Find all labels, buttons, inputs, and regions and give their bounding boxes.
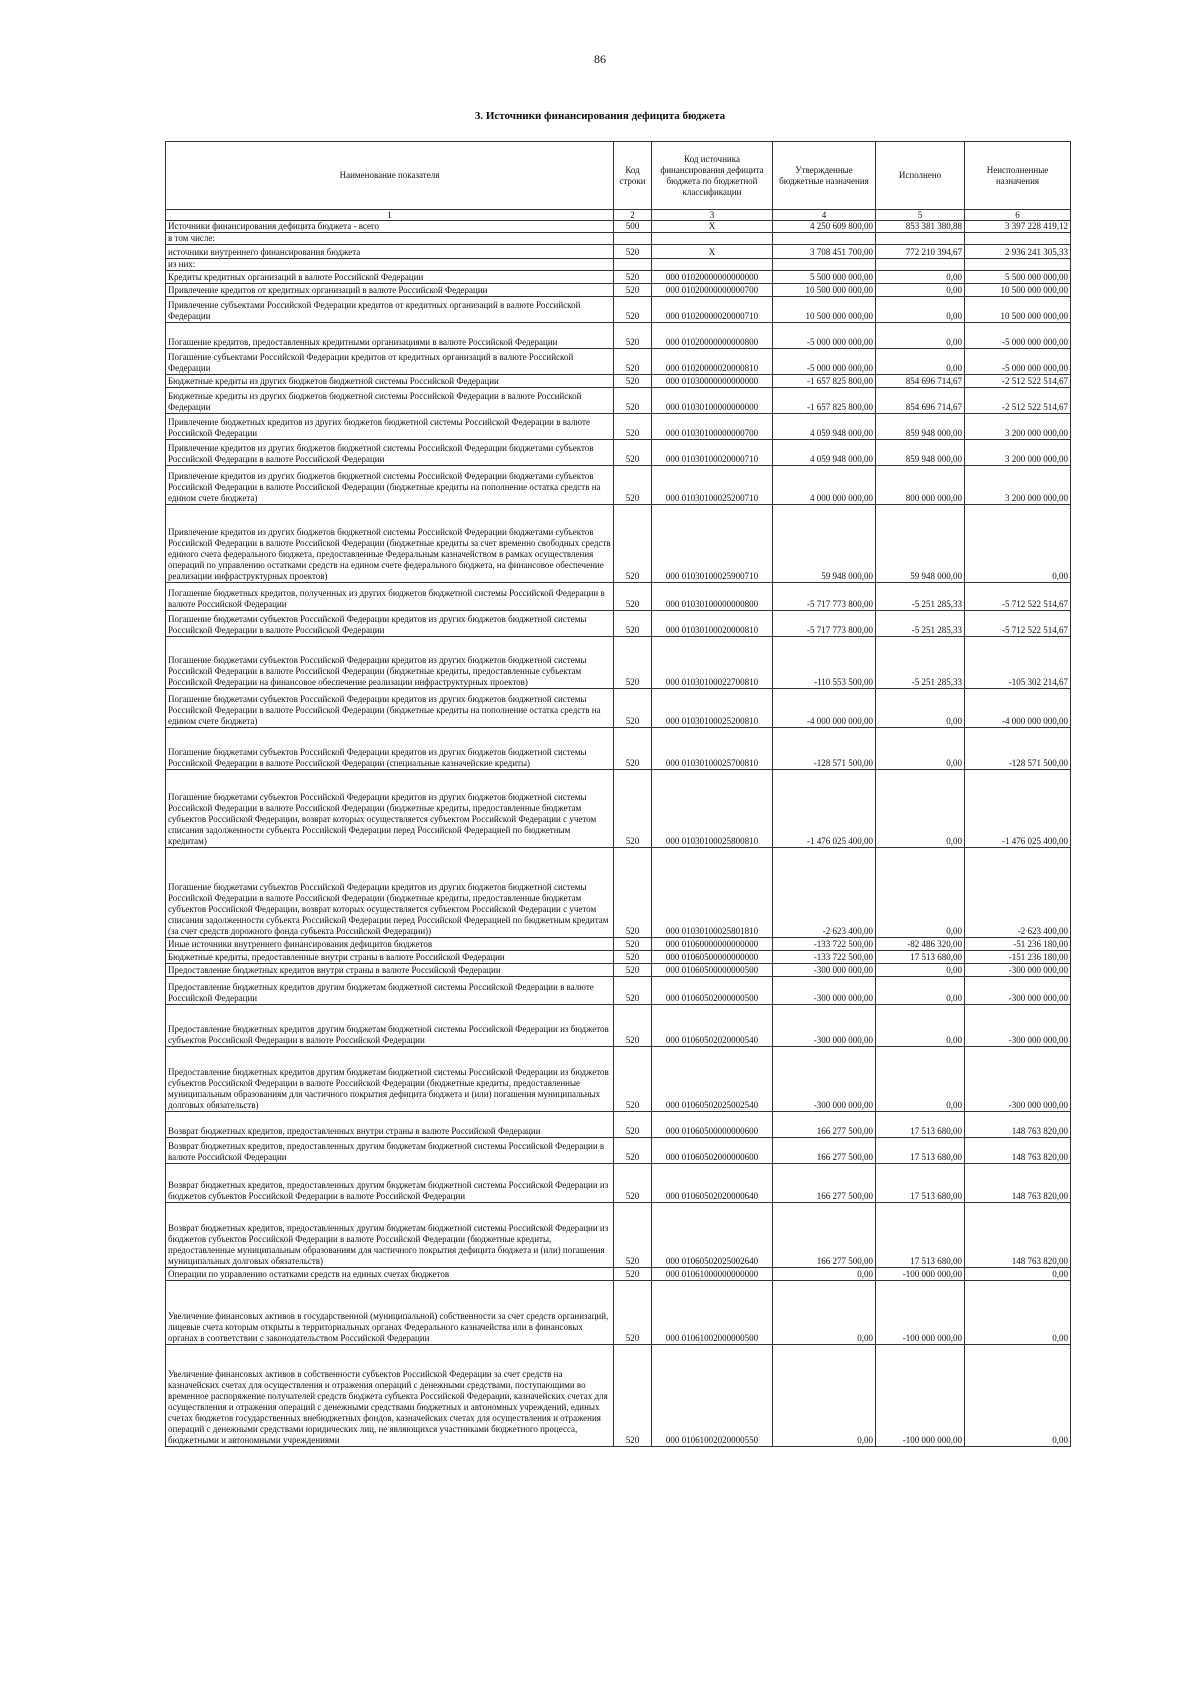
row-unexecuted-cell: 10 500 000 000,00	[965, 297, 1071, 323]
row-line-code-cell: 520	[614, 583, 652, 611]
row-approved-cell: -2 623 400,00	[773, 848, 876, 938]
row-name-cell: Погашение субъектами Российской Федерации кредитов от кредитных организаций в валюте Российской Федерации	[166, 349, 614, 375]
header-executed: Исполнено	[876, 142, 965, 210]
row-unexecuted-cell	[965, 233, 1071, 245]
table-row	[166, 938, 1071, 951]
row-line-code-cell: 520	[614, 440, 652, 466]
row-source-code-cell: 000 01060502020000640	[652, 1164, 773, 1203]
row-line-code-cell: 520	[614, 388, 652, 414]
row-line-code-cell: 520	[614, 297, 652, 323]
row-unexecuted-cell: 5 500 000 000,00	[965, 271, 1071, 284]
row-approved-cell: -128 571 500,00	[773, 728, 876, 770]
table-row	[166, 505, 1071, 583]
row-name-cell: из них:	[166, 259, 614, 271]
row-executed-cell	[876, 259, 965, 271]
row-line-code-cell: 520	[614, 977, 652, 1005]
row-executed-cell: 0,00	[876, 271, 965, 284]
row-executed-cell: 854 696 714,67	[876, 388, 965, 414]
row-source-code-cell: 000 01020000000000800	[652, 323, 773, 349]
row-executed-cell: 0,00	[876, 770, 965, 848]
column-number: 4	[773, 210, 876, 221]
row-approved-cell: -5 000 000 000,00	[773, 349, 876, 375]
row-source-code-cell	[652, 259, 773, 271]
row-line-code-cell: 520	[614, 1203, 652, 1268]
row-approved-cell: 4 250 609 800,00	[773, 221, 876, 233]
row-executed-cell: 854 696 714,67	[876, 375, 965, 388]
row-line-code-cell: 520	[614, 938, 652, 951]
row-executed-cell: 772 210 394,67	[876, 245, 965, 259]
row-line-code-cell: 520	[614, 1281, 652, 1345]
row-approved-cell: 3 708 451 700,00	[773, 245, 876, 259]
row-name-cell: Предоставление бюджетных кредитов другим бюджетам бюджетной системы Российской Федерации из бюджетов субъектов Российской Федерации в валюте Российской Федерации	[166, 1005, 614, 1047]
row-source-code-cell: 000 01020000020000710	[652, 297, 773, 323]
column-number: 6	[965, 210, 1071, 221]
row-approved-cell: -5 000 000 000,00	[773, 323, 876, 349]
row-approved-cell: 59 948 000,00	[773, 505, 876, 583]
row-approved-cell: 4 059 948 000,00	[773, 414, 876, 440]
row-approved-cell: 0,00	[773, 1345, 876, 1447]
row-line-code-cell: 520	[614, 770, 652, 848]
header-source-code: Код источника финансирования дефицита бюджета по бюджетной классификации	[652, 142, 773, 210]
row-line-code-cell: 520	[614, 505, 652, 583]
row-executed-cell: 17 513 680,00	[876, 1112, 965, 1138]
row-unexecuted-cell: -2 512 522 514,67	[965, 375, 1071, 388]
row-line-code-cell	[614, 233, 652, 245]
row-name-cell: Предоставление бюджетных кредитов другим бюджетам бюджетной системы Российской Федерации из бюджетов субъектов Российской Федерации в валюте Российской Федерации (бюджетные кредиты, предоставленные муниципальным образованиям для частичного покрытия дефицита бюджета и (или) погашения муниципальных долговых обязательств)	[166, 1047, 614, 1112]
row-unexecuted-cell: 0,00	[965, 505, 1071, 583]
row-line-code-cell: 520	[614, 689, 652, 728]
row-executed-cell: 0,00	[876, 848, 965, 938]
row-approved-cell: -5 717 773 800,00	[773, 611, 876, 637]
row-executed-cell	[876, 233, 965, 245]
row-executed-cell: -5 251 285,33	[876, 611, 965, 637]
column-number: 3	[652, 210, 773, 221]
row-unexecuted-cell: -51 236 180,00	[965, 938, 1071, 951]
table-row	[166, 414, 1071, 440]
row-approved-cell: -4 000 000 000,00	[773, 689, 876, 728]
row-source-code-cell: 000 01020000020000810	[652, 349, 773, 375]
table-row	[166, 466, 1071, 505]
row-name-cell: Предоставление бюджетных кредитов внутри страны в валюте Российской Федерации	[166, 964, 614, 977]
row-line-code-cell: 520	[614, 466, 652, 505]
row-executed-cell: 0,00	[876, 284, 965, 297]
row-line-code-cell: 520	[614, 414, 652, 440]
table-row	[166, 1138, 1071, 1164]
row-source-code-cell: 000 01060500000000500	[652, 964, 773, 977]
table-body	[166, 221, 1071, 1447]
row-executed-cell: -100 000 000,00	[876, 1281, 965, 1345]
row-unexecuted-cell: -4 000 000 000,00	[965, 689, 1071, 728]
row-name-cell: Возврат бюджетных кредитов, предоставленных другим бюджетам бюджетной системы Российской Федерации из бюджетов субъектов Российской Федерации в валюте Российской Федерации (бюджетные кредиты, предоставленные муниципальным образованиям для частичного покрытия дефицита бюджета и (или) погашения муниципальных долговых обязательств)	[166, 1203, 614, 1268]
row-source-code-cell: 000 01060502020000540	[652, 1005, 773, 1047]
column-number: 1	[166, 210, 614, 221]
table-row	[166, 1047, 1071, 1112]
row-unexecuted-cell: -5 712 522 514,67	[965, 611, 1071, 637]
row-source-code-cell: 000 01060500000000000	[652, 951, 773, 964]
table-row	[166, 245, 1071, 259]
row-source-code-cell: 000 01030000000000000	[652, 375, 773, 388]
row-approved-cell: 0,00	[773, 1268, 876, 1281]
table-row	[166, 770, 1071, 848]
row-approved-cell: 4 000 000 000,00	[773, 466, 876, 505]
row-unexecuted-cell: -5 712 522 514,67	[965, 583, 1071, 611]
row-executed-cell: 17 513 680,00	[876, 1203, 965, 1268]
row-unexecuted-cell: -300 000 000,00	[965, 964, 1071, 977]
row-line-code-cell	[614, 259, 652, 271]
table-row	[166, 583, 1071, 611]
row-approved-cell: 166 277 500,00	[773, 1203, 876, 1268]
row-name-cell: Погашение бюджетами субъектов Российской Федерации кредитов из других бюджетов бюджетной системы Российской Федерации в валюте Российской Федерации (бюджетные кредиты, предоставленные бюджетам субъектов Российской Федерации, возврат которых осуществляется субъектом Российской Федерации с учетом списания задолженности субъекта Российской Федерации перед Российской Федерацией по бюджетным кредитам)	[166, 770, 614, 848]
row-approved-cell: -300 000 000,00	[773, 977, 876, 1005]
row-source-code-cell: 000 01030100025200710	[652, 466, 773, 505]
document-title: 3. Источники финансирования дефицита бюджета	[474, 110, 726, 122]
table-row	[166, 951, 1071, 964]
row-line-code-cell: 520	[614, 728, 652, 770]
row-source-code-cell: 000 01030100025700810	[652, 728, 773, 770]
table-row	[166, 689, 1071, 728]
table-row	[166, 297, 1071, 323]
row-source-code-cell: X	[652, 245, 773, 259]
row-source-code-cell: 000 01030100020000810	[652, 611, 773, 637]
row-executed-cell: 0,00	[876, 1047, 965, 1112]
row-executed-cell: -82 486 320,00	[876, 938, 965, 951]
table-row	[166, 1281, 1071, 1345]
row-name-cell: Возврат бюджетных кредитов, предоставленных внутри страны в валюте Российской Федерации	[166, 1112, 614, 1138]
row-executed-cell: 800 000 000,00	[876, 466, 965, 505]
row-source-code-cell: 000 01060502000000600	[652, 1138, 773, 1164]
row-line-code-cell: 520	[614, 1005, 652, 1047]
row-name-cell: Погашение бюджетами субъектов Российской Федерации кредитов из других бюджетов бюджетной системы Российской Федерации в валюте Российской Федерации (специальные казначейские кредиты)	[166, 728, 614, 770]
row-source-code-cell: 000 01030100025800810	[652, 770, 773, 848]
row-approved-cell	[773, 259, 876, 271]
row-name-cell: Привлечение кредитов от кредитных организаций в валюте Российской Федерации	[166, 284, 614, 297]
row-name-cell: Иные источники внутреннего финансирования дефицитов бюджетов	[166, 938, 614, 951]
row-executed-cell: 859 948 000,00	[876, 440, 965, 466]
table-row	[166, 728, 1071, 770]
row-source-code-cell: 000 01030100022700810	[652, 637, 773, 689]
row-name-cell: Кредиты кредитных организаций в валюте Российской Федерации	[166, 271, 614, 284]
row-unexecuted-cell: 10 500 000 000,00	[965, 284, 1071, 297]
row-name-cell: Погашение бюджетами субъектов Российской Федерации кредитов из других бюджетов бюджетной системы Российской Федерации в валюте Российской Федерации (бюджетные кредиты на пополнение остатка средств на едином счете бюджета)	[166, 689, 614, 728]
table-row	[166, 323, 1071, 349]
row-source-code-cell: 000 01061000000000000	[652, 1268, 773, 1281]
row-approved-cell: -110 553 500,00	[773, 637, 876, 689]
table-row	[166, 1112, 1071, 1138]
row-executed-cell: 0,00	[876, 1005, 965, 1047]
row-executed-cell: 0,00	[876, 977, 965, 1005]
row-executed-cell: 859 948 000,00	[876, 414, 965, 440]
table-row	[166, 848, 1071, 938]
row-line-code-cell: 520	[614, 1138, 652, 1164]
row-unexecuted-cell: -1 476 025 400,00	[965, 770, 1071, 848]
table-row	[166, 1005, 1071, 1047]
row-approved-cell: -133 722 500,00	[773, 951, 876, 964]
row-name-cell: Погашение бюджетами субъектов Российской Федерации кредитов из других бюджетов бюджетной системы Российской Федерации в валюте Российской Федерации	[166, 611, 614, 637]
row-approved-cell: -1 657 825 800,00	[773, 388, 876, 414]
row-approved-cell: -5 717 773 800,00	[773, 583, 876, 611]
row-source-code-cell: 000 01061002000000500	[652, 1281, 773, 1345]
row-name-cell: Привлечение субъектами Российской Федерации кредитов от кредитных организаций в валюте Российской Федерации	[166, 297, 614, 323]
row-executed-cell: 0,00	[876, 728, 965, 770]
row-line-code-cell: 520	[614, 611, 652, 637]
table-row	[166, 977, 1071, 1005]
row-line-code-cell: 520	[614, 284, 652, 297]
row-name-cell: Бюджетные кредиты, предоставленные внутри страны в валюте Российской Федерации	[166, 951, 614, 964]
row-unexecuted-cell: 0,00	[965, 1345, 1071, 1447]
row-approved-cell: -133 722 500,00	[773, 938, 876, 951]
row-name-cell: Увеличение финансовых активов в государственной (муниципальной) собственности за счет средств организаций, лицевые счета которым открыты в территориальных органах Федерального казначейства или в финансовых органах в соответствии с законодательством Российской Федерации	[166, 1281, 614, 1345]
row-source-code-cell: 000 01020000000000000	[652, 271, 773, 284]
row-line-code-cell: 520	[614, 271, 652, 284]
row-source-code-cell: 000 01060502025002540	[652, 1047, 773, 1112]
row-line-code-cell: 520	[614, 1112, 652, 1138]
row-approved-cell: 4 059 948 000,00	[773, 440, 876, 466]
row-line-code-cell: 520	[614, 1164, 652, 1203]
table-row	[166, 1164, 1071, 1203]
row-executed-cell: 59 948 000,00	[876, 505, 965, 583]
row-source-code-cell: 000 01030100000000000	[652, 388, 773, 414]
row-source-code-cell: 000 01020000000000700	[652, 284, 773, 297]
row-unexecuted-cell: 3 200 000 000,00	[965, 414, 1071, 440]
row-unexecuted-cell: -300 000 000,00	[965, 1047, 1071, 1112]
table-row	[166, 1345, 1071, 1447]
row-executed-cell: -5 251 285,33	[876, 637, 965, 689]
header-line-code: Код строки	[614, 142, 652, 210]
row-approved-cell	[773, 233, 876, 245]
row-line-code-cell: 520	[614, 1268, 652, 1281]
table-row	[166, 221, 1071, 233]
row-name-cell: Бюджетные кредиты из других бюджетов бюджетной системы Российской Федерации	[166, 375, 614, 388]
row-name-cell: Предоставление бюджетных кредитов другим бюджетам бюджетной системы Российской Федерации в валюте Российской Федерации	[166, 977, 614, 1005]
row-line-code-cell: 520	[614, 349, 652, 375]
row-unexecuted-cell: -128 571 500,00	[965, 728, 1071, 770]
row-approved-cell: 166 277 500,00	[773, 1138, 876, 1164]
row-name-cell: Привлечение кредитов из других бюджетов бюджетной системы Российской Федерации бюджетами субъектов Российской Федерации в валюте Российской Федерации	[166, 440, 614, 466]
table-row	[166, 375, 1071, 388]
row-source-code-cell: 000 01060502025002640	[652, 1203, 773, 1268]
row-unexecuted-cell: 0,00	[965, 1281, 1071, 1345]
row-source-code-cell: 000 01060000000000000	[652, 938, 773, 951]
header-approved: Утвержденные бюджетные назначения	[773, 142, 876, 210]
row-line-code-cell: 500	[614, 221, 652, 233]
row-name-cell: Источники финансирования дефицита бюджета - всего	[166, 221, 614, 233]
row-executed-cell: 17 513 680,00	[876, 1138, 965, 1164]
row-source-code-cell: 000 01030100025200810	[652, 689, 773, 728]
row-approved-cell: 0,00	[773, 1281, 876, 1345]
table-row	[166, 284, 1071, 297]
row-unexecuted-cell: 148 763 820,00	[965, 1203, 1071, 1268]
table-row	[166, 964, 1071, 977]
row-unexecuted-cell: -105 302 214,67	[965, 637, 1071, 689]
row-unexecuted-cell: 2 936 241 305,33	[965, 245, 1071, 259]
row-approved-cell: -1 476 025 400,00	[773, 770, 876, 848]
page-number: 86	[594, 52, 606, 66]
row-name-cell: Погашение бюджетами субъектов Российской Федерации кредитов из других бюджетов бюджетной системы Российской Федерации в валюте Российской Федерации (бюджетные кредиты, предоставленные бюджетам субъектов Российской Федерации, возврат которых осуществляется субъектом Российской Федерации с учетом списания задолженности субъекта Российской Федерации перед Российской Федерацией по бюджетным кредитам (за счет средств дорожного фонда субъекта Российской Федерации))	[166, 848, 614, 938]
table-row	[166, 1203, 1071, 1268]
row-unexecuted-cell: 3 200 000 000,00	[965, 440, 1071, 466]
row-executed-cell: -100 000 000,00	[876, 1345, 965, 1447]
row-unexecuted-cell: -151 236 180,00	[965, 951, 1071, 964]
row-source-code-cell	[652, 233, 773, 245]
table-header	[166, 142, 1071, 221]
column-number: 2	[614, 210, 652, 221]
row-executed-cell: 0,00	[876, 323, 965, 349]
row-approved-cell: 5 500 000 000,00	[773, 271, 876, 284]
row-line-code-cell: 520	[614, 848, 652, 938]
row-name-cell: источники внутреннего финансирования бюджета	[166, 245, 614, 259]
table-row	[166, 440, 1071, 466]
row-source-code-cell: 000 01030100000000700	[652, 414, 773, 440]
table-row	[166, 1268, 1071, 1281]
row-line-code-cell: 520	[614, 245, 652, 259]
row-approved-cell: 166 277 500,00	[773, 1164, 876, 1203]
row-approved-cell: 10 500 000 000,00	[773, 297, 876, 323]
row-unexecuted-cell: 3 397 228 419,12	[965, 221, 1071, 233]
row-source-code-cell: 000 01030100025801810	[652, 848, 773, 938]
row-source-code-cell: 000 01061002020000550	[652, 1345, 773, 1447]
row-approved-cell: 166 277 500,00	[773, 1112, 876, 1138]
table-row	[166, 271, 1071, 284]
row-line-code-cell: 520	[614, 964, 652, 977]
row-approved-cell: -300 000 000,00	[773, 1047, 876, 1112]
row-name-cell: Погашение бюджетами субъектов Российской Федерации кредитов из других бюджетов бюджетной системы Российской Федерации в валюте Российской Федерации (бюджетные кредиты, предоставленные субъектам Российской Федерации на финансовое обеспечение реализации инфраструктурных проектов)	[166, 637, 614, 689]
row-executed-cell: 0,00	[876, 349, 965, 375]
row-name-cell: Привлечение кредитов из других бюджетов бюджетной системы Российской Федерации бюджетами субъектов Российской Федерации в валюте Российской Федерации (бюджетные кредиты за счет временно свободных средств единого счета федерального бюджета, предоставленные Федеральным казначейством в рамках осуществления операций по управлению остатками средств на едином счете федерального бюджета, на финансовое обеспечение реализации инфраструктурных проектов)	[166, 505, 614, 583]
row-executed-cell: 17 513 680,00	[876, 1164, 965, 1203]
row-unexecuted-cell: 148 763 820,00	[965, 1112, 1071, 1138]
row-unexecuted-cell: -300 000 000,00	[965, 977, 1071, 1005]
row-source-code-cell: 000 01030100020000710	[652, 440, 773, 466]
header-name: Наименование показателя	[166, 142, 614, 210]
row-source-code-cell: 000 01060502000000500	[652, 977, 773, 1005]
row-name-cell: Погашение кредитов, предоставленных кредитными организациями в валюте Российской Федерации	[166, 323, 614, 349]
table-row	[166, 637, 1071, 689]
row-unexecuted-cell: 3 200 000 000,00	[965, 466, 1071, 505]
row-unexecuted-cell: 0,00	[965, 1268, 1071, 1281]
row-line-code-cell: 520	[614, 1345, 652, 1447]
row-approved-cell: 10 500 000 000,00	[773, 284, 876, 297]
row-name-cell: Возврат бюджетных кредитов, предоставленных другим бюджетам бюджетной системы Российской Федерации в валюте Российской Федерации	[166, 1138, 614, 1164]
row-approved-cell: -300 000 000,00	[773, 1005, 876, 1047]
row-executed-cell: 853 381 380,88	[876, 221, 965, 233]
table-row	[166, 259, 1071, 271]
row-executed-cell: -100 000 000,00	[876, 1268, 965, 1281]
row-line-code-cell: 520	[614, 1047, 652, 1112]
row-unexecuted-cell	[965, 259, 1071, 271]
row-name-cell: Привлечение кредитов из других бюджетов бюджетной системы Российской Федерации бюджетами субъектов Российской Федерации в валюте Российской Федерации (бюджетные кредиты на пополнение остатка средств на едином счете бюджета)	[166, 466, 614, 505]
column-number-row	[166, 210, 1071, 221]
row-unexecuted-cell: -5 000 000 000,00	[965, 323, 1071, 349]
row-name-cell: в том числе:	[166, 233, 614, 245]
row-unexecuted-cell: 148 763 820,00	[965, 1138, 1071, 1164]
row-source-code-cell: 000 01030100025900710	[652, 505, 773, 583]
row-name-cell: Бюджетные кредиты из других бюджетов бюджетной системы Российской Федерации в валюте Российской Федерации	[166, 388, 614, 414]
row-executed-cell: -5 251 285,33	[876, 583, 965, 611]
row-source-code-cell: 000 01060500000000600	[652, 1112, 773, 1138]
row-name-cell: Возврат бюджетных кредитов, предоставленных другим бюджетам бюджетной системы Российской Федерации из бюджетов субъектов Российской Федерации в валюте Российской Федерации	[166, 1164, 614, 1203]
row-unexecuted-cell: -2 623 400,00	[965, 848, 1071, 938]
row-executed-cell: 0,00	[876, 964, 965, 977]
row-source-code-cell: X	[652, 221, 773, 233]
header-unexecuted: Неисполненные назначения	[965, 142, 1071, 210]
row-unexecuted-cell: -2 512 522 514,67	[965, 388, 1071, 414]
row-executed-cell: 17 513 680,00	[876, 951, 965, 964]
row-unexecuted-cell: -5 000 000 000,00	[965, 349, 1071, 375]
row-name-cell: Увеличение финансовых активов в собственности субъектов Российской Федерации за счет средств на казначейских счетах для осуществления и отражения операций с денежными средствами, поступающими во временное распоряжение получателей средств бюджета субъекта Российской Федерации, казначейских счетах для осуществления и отражения операций с денежными средствами бюджетных и автономных учреждений, единых счетах бюджетов государственных внебюджетных фондов, казначейских счетах для осуществления и отражения операций с денежными средствами юридических лиц, не являющихся участниками бюджетного процесса, бюджетными и автономными учреждениями	[166, 1345, 614, 1447]
financing-sources-table	[165, 141, 1071, 1447]
row-source-code-cell: 000 01030100000000800	[652, 583, 773, 611]
row-line-code-cell: 520	[614, 951, 652, 964]
row-executed-cell: 0,00	[876, 689, 965, 728]
table-row	[166, 349, 1071, 375]
row-line-code-cell: 520	[614, 375, 652, 388]
row-approved-cell: -1 657 825 800,00	[773, 375, 876, 388]
table-row	[166, 233, 1071, 245]
row-name-cell: Привлечение бюджетных кредитов из других бюджетов бюджетной системы Российской Федерации в валюте Российской Федерации	[166, 414, 614, 440]
table-row	[166, 611, 1071, 637]
row-line-code-cell: 520	[614, 637, 652, 689]
row-approved-cell: -300 000 000,00	[773, 964, 876, 977]
row-executed-cell: 0,00	[876, 297, 965, 323]
row-line-code-cell: 520	[614, 323, 652, 349]
row-unexecuted-cell: -300 000 000,00	[965, 1005, 1071, 1047]
table-row	[166, 388, 1071, 414]
row-unexecuted-cell: 148 763 820,00	[965, 1164, 1071, 1203]
row-name-cell: Операции по управлению остатками средств на единых счетах бюджетов	[166, 1268, 614, 1281]
row-name-cell: Погашение бюджетных кредитов, полученных из других бюджетов бюджетной системы Российской Федерации в валюте Российской Федерации	[166, 583, 614, 611]
column-number: 5	[876, 210, 965, 221]
